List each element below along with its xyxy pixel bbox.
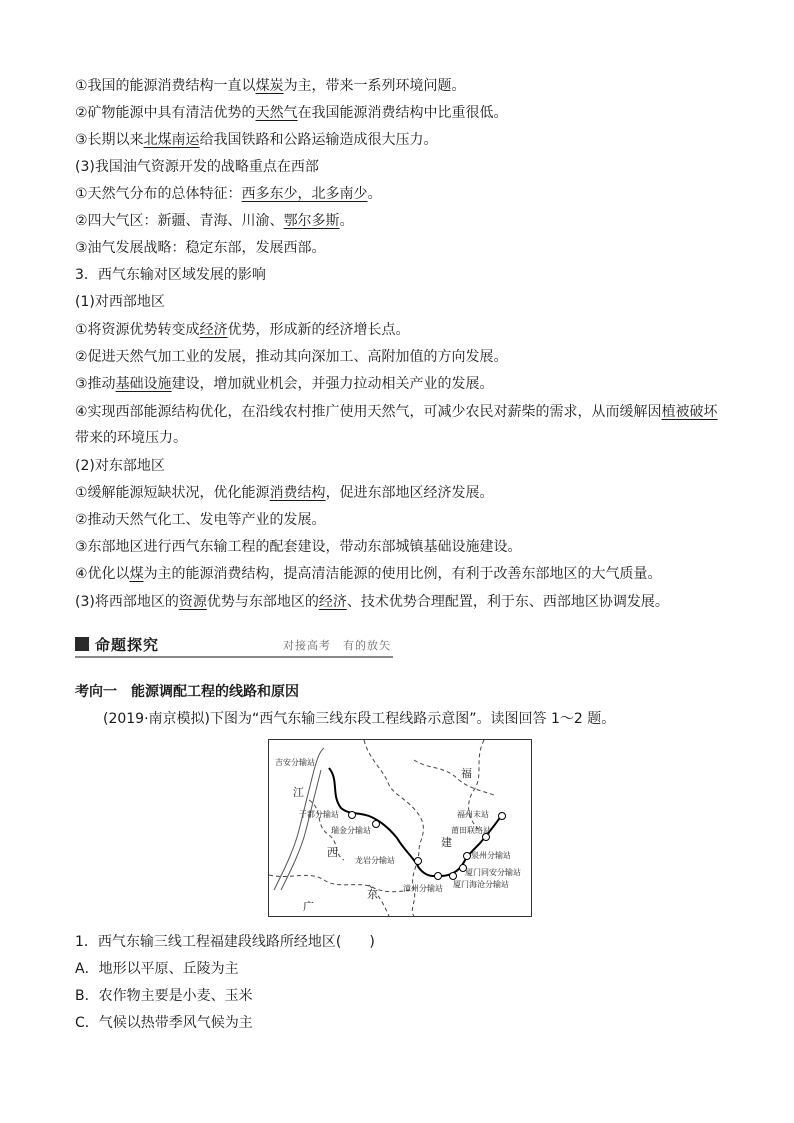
- station-marker: [414, 857, 422, 865]
- text-line: ①天然气分布的总体特征：西多东少，北多南少。: [75, 186, 382, 202]
- text-line: ③油气发展战略：稳定东部，发展西部。: [75, 240, 326, 256]
- region-label: 福: [461, 767, 472, 780]
- section-marker-icon: [75, 637, 89, 651]
- text-line: ②促进天然气加工业的发展，推动其向深加工、高附加值的方向发展。: [75, 349, 508, 365]
- region-label: 建: [441, 836, 452, 849]
- region-label: 西: [327, 846, 338, 859]
- text-line: ④实现西部能源结构优化，在沿线农村推广使用天然气，可减少农民对薪柴的需求，从而缓解因植被破坏: [75, 404, 718, 420]
- station-label: 福州末站: [457, 810, 489, 819]
- text-line: ②推动天然气化工、发电等产业的发展。: [75, 512, 326, 528]
- text-line: ②矿物能源中具有清洁优势的天然气在我国能源消费结构中比重很低。: [75, 105, 508, 121]
- station-label: 龙岩分输站: [355, 856, 395, 865]
- option-b: B．农作物主要是小麦、玉米: [75, 988, 253, 1004]
- section-header: [75, 634, 395, 660]
- station-label: 漳州分输站: [403, 884, 443, 893]
- station-label: 瑞金分输站: [331, 826, 371, 835]
- station-marker: [434, 872, 442, 880]
- county-border: [414, 760, 494, 795]
- question-stem: 1．西气东输三线工程福建段线路所经地区( ): [75, 934, 375, 950]
- text-line: (3)将西部地区的资源优势与东部地区的经济、技术优势合理配置，利于东、西部地区协调发展。: [75, 594, 669, 610]
- text-line: ①我国的能源消费结构一直以煤炭为主，带来一系列环境问题。: [75, 78, 466, 94]
- station-marker: [348, 811, 356, 819]
- text-line: ③长期以来北煤南运给我国铁路和公路运输造成很大压力。: [75, 132, 438, 148]
- subheading: (3)我国油气资源开发的战略重点在西部: [75, 159, 319, 175]
- section-title: 命题探究: [95, 636, 160, 654]
- station-label: 泉州分输站: [471, 851, 511, 860]
- region-label: 东: [367, 888, 378, 901]
- station-label: 厦门海沧分输站: [453, 880, 509, 889]
- station-marker: [463, 852, 471, 860]
- station-marker: [449, 872, 457, 880]
- text-line: ④优化以煤为主的能源消费结构，提高清洁能源的使用比例，有利于改善东部地区的大气质量。: [75, 566, 662, 582]
- pipeline-map: [268, 739, 532, 917]
- text-line: ①将资源优势转变成经济优势，形成新的经济增长点。: [75, 322, 410, 338]
- station-marker: [372, 820, 380, 828]
- region-label: 广: [303, 900, 314, 913]
- section-subtitle: 对接高考 有的放矢: [283, 639, 391, 652]
- station-label: 莆田联络站: [451, 826, 491, 835]
- text-line: ③东部地区进行西气东输工程的配套建设，带动东部城镇基础设施建设。: [75, 539, 522, 555]
- station-label: 吉安分输站: [275, 758, 315, 767]
- section-divider: [75, 656, 393, 658]
- option-a: A．地形以平原、丘陵为主: [75, 961, 239, 977]
- topic-heading: 考向一 能源调配工程的线路和原因: [75, 684, 299, 700]
- region-label: 江: [293, 786, 304, 799]
- text-line: 带来的环境压力。: [75, 430, 187, 446]
- option-c: C．气候以热带季风气候为主: [75, 1015, 253, 1031]
- text-line: ③推动基础设施建设，增加就业机会，并强力拉动相关产业的发展。: [75, 376, 494, 392]
- text-line: ②四大气区：新疆、青海、川渝、鄂尔多斯。: [75, 213, 354, 229]
- subheading: (1)对西部地区: [75, 294, 165, 310]
- province-border: [269, 875, 414, 892]
- subheading: (2)对东部地区: [75, 458, 165, 474]
- heading: 3．西气东输对区域发展的影响: [75, 267, 266, 283]
- station-label: 厦门同安分输站: [465, 868, 521, 877]
- station-marker: [498, 812, 506, 820]
- text-line: ①缓解能源短缺状况，优化能源消费结构，促进东部地区经济发展。: [75, 485, 494, 501]
- question-intro: (2019·南京模拟)下图为“西气东输三线东段工程线路示意图”。读图回答 1～2 题。: [103, 711, 616, 727]
- station-label: 于都分输站: [299, 810, 339, 819]
